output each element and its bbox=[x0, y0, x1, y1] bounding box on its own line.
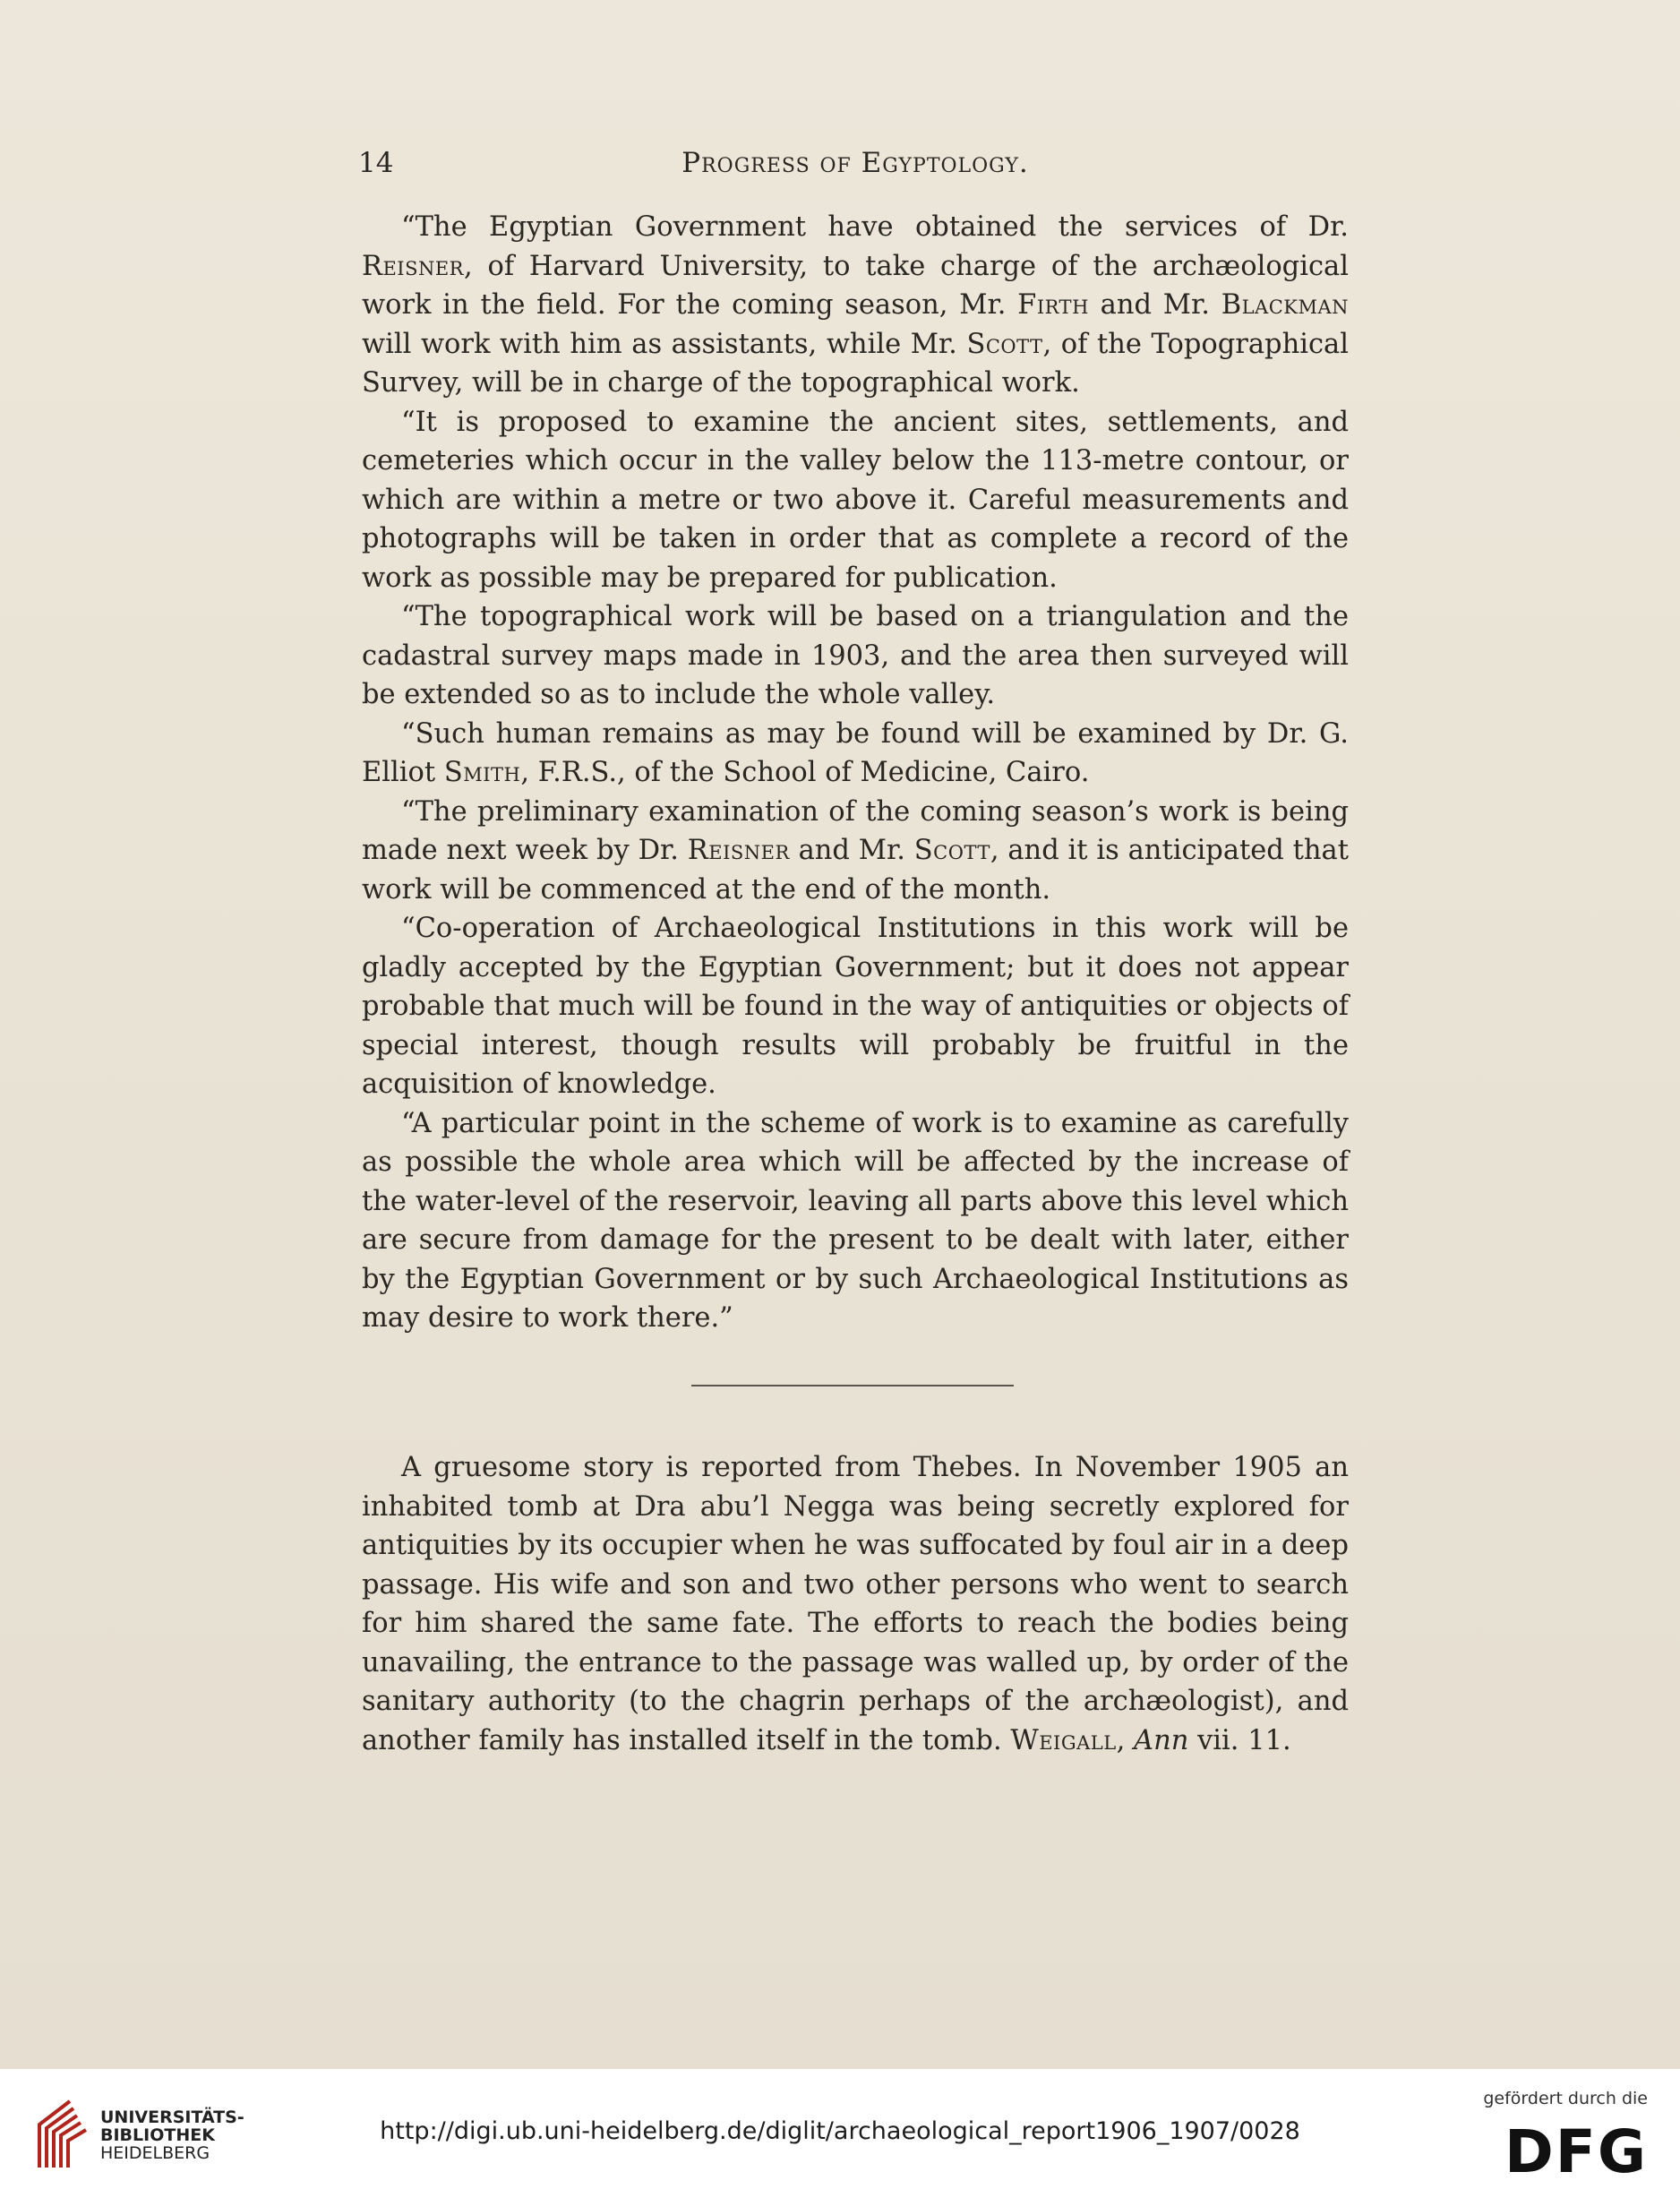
paragraph: “It is proposed to examine the ancient sites, settlements, and cemeteries which occur in the valley below the 113-metre contour, or which are within a metre or two above it. Careful measurements and photographs will be taken in order that as complete a record of the work as possible may be prepared for publication. bbox=[362, 406, 1349, 594]
paragraph: “A particular point in the scheme of work is to examine as carefully as possible the whole area which will be affected by the increase of the water-level of the reservoir, leaving all parts above this level which are secure from damage for the present to be dealt with later, either by the Egyptian Government or by such Archaeological Institutions as may desire to work there.” bbox=[362, 1107, 1349, 1334]
digital-library-footer bbox=[0, 2069, 1680, 2189]
section-divider bbox=[691, 1385, 1014, 1386]
permalink-url[interactable]: http://digi.ub.uni-heidelberg.de/diglit/archaeological_report1906_1907/0028 bbox=[380, 2117, 1300, 2145]
sponsor-label: gefördert durch die bbox=[1483, 2089, 1648, 2108]
paragraph: “Such human remains as may be found will be examined by Dr. G. Elliot Smith, F.R.S., of the School of Medicine, Cairo. bbox=[362, 717, 1349, 788]
paragraph: “The topographical work will be based on a triangulation and the cadastral survey maps made in 1903, and the area then surveyed will be extended so as to include the whole valley. bbox=[362, 601, 1349, 710]
paragraph: “The preliminary examination of the coming season’s work is being made next week by Dr. Reisner and Mr. Scott, and it is anticipated that work will be commenced at the end of the month. bbox=[362, 795, 1349, 906]
page-number: 14 bbox=[358, 147, 394, 179]
thebes-story bbox=[362, 1448, 1349, 1760]
dfg-logo: DFG bbox=[1504, 2117, 1648, 2186]
paragraph: “The Egyptian Government have obtained the services of Dr. Reisner, of Harvard University, to take charge of the archæological work in the field. For the coming season, Mr. Firth and Mr. Blackman will work with him as assistants, while Mr. Scott, of the Topographical Survey, will be in charge of the topographical work. bbox=[362, 211, 1350, 399]
paragraph: “Co-operation of Archaeological Institutions in this work will be gladly accepted by the Egyptian Government; but it does not appear probable that much will be found in the way of antiquities or objects of special interest, though results will probably be fruitful in the acquisition of knowledge. bbox=[362, 913, 1349, 1100]
paragraph: A gruesome story is reported from Thebes. In November 1905 an inhabited tomb at Dra abu’l Negga was being secretly explored for antiquities by its occupier when he was suffocated by foul air in a deep passage. His wife and son and two other persons who went to search for him shared the same fate. The efforts to reach the bodies being unavailing, the entrance to the passage was walled up, by order of the sanitary authority (to the chagrin perhaps of the archæologist), and another family has installed itself in the tomb. Weigall, Ann vii. 11. bbox=[362, 1452, 1349, 1756]
quoted-report bbox=[362, 208, 1349, 1338]
library-name: UNIVERSITÄTS- BIBLIOTHEK HEIDELBERG bbox=[100, 2107, 244, 2163]
running-title: Progress of Egyptology. bbox=[681, 147, 1029, 179]
